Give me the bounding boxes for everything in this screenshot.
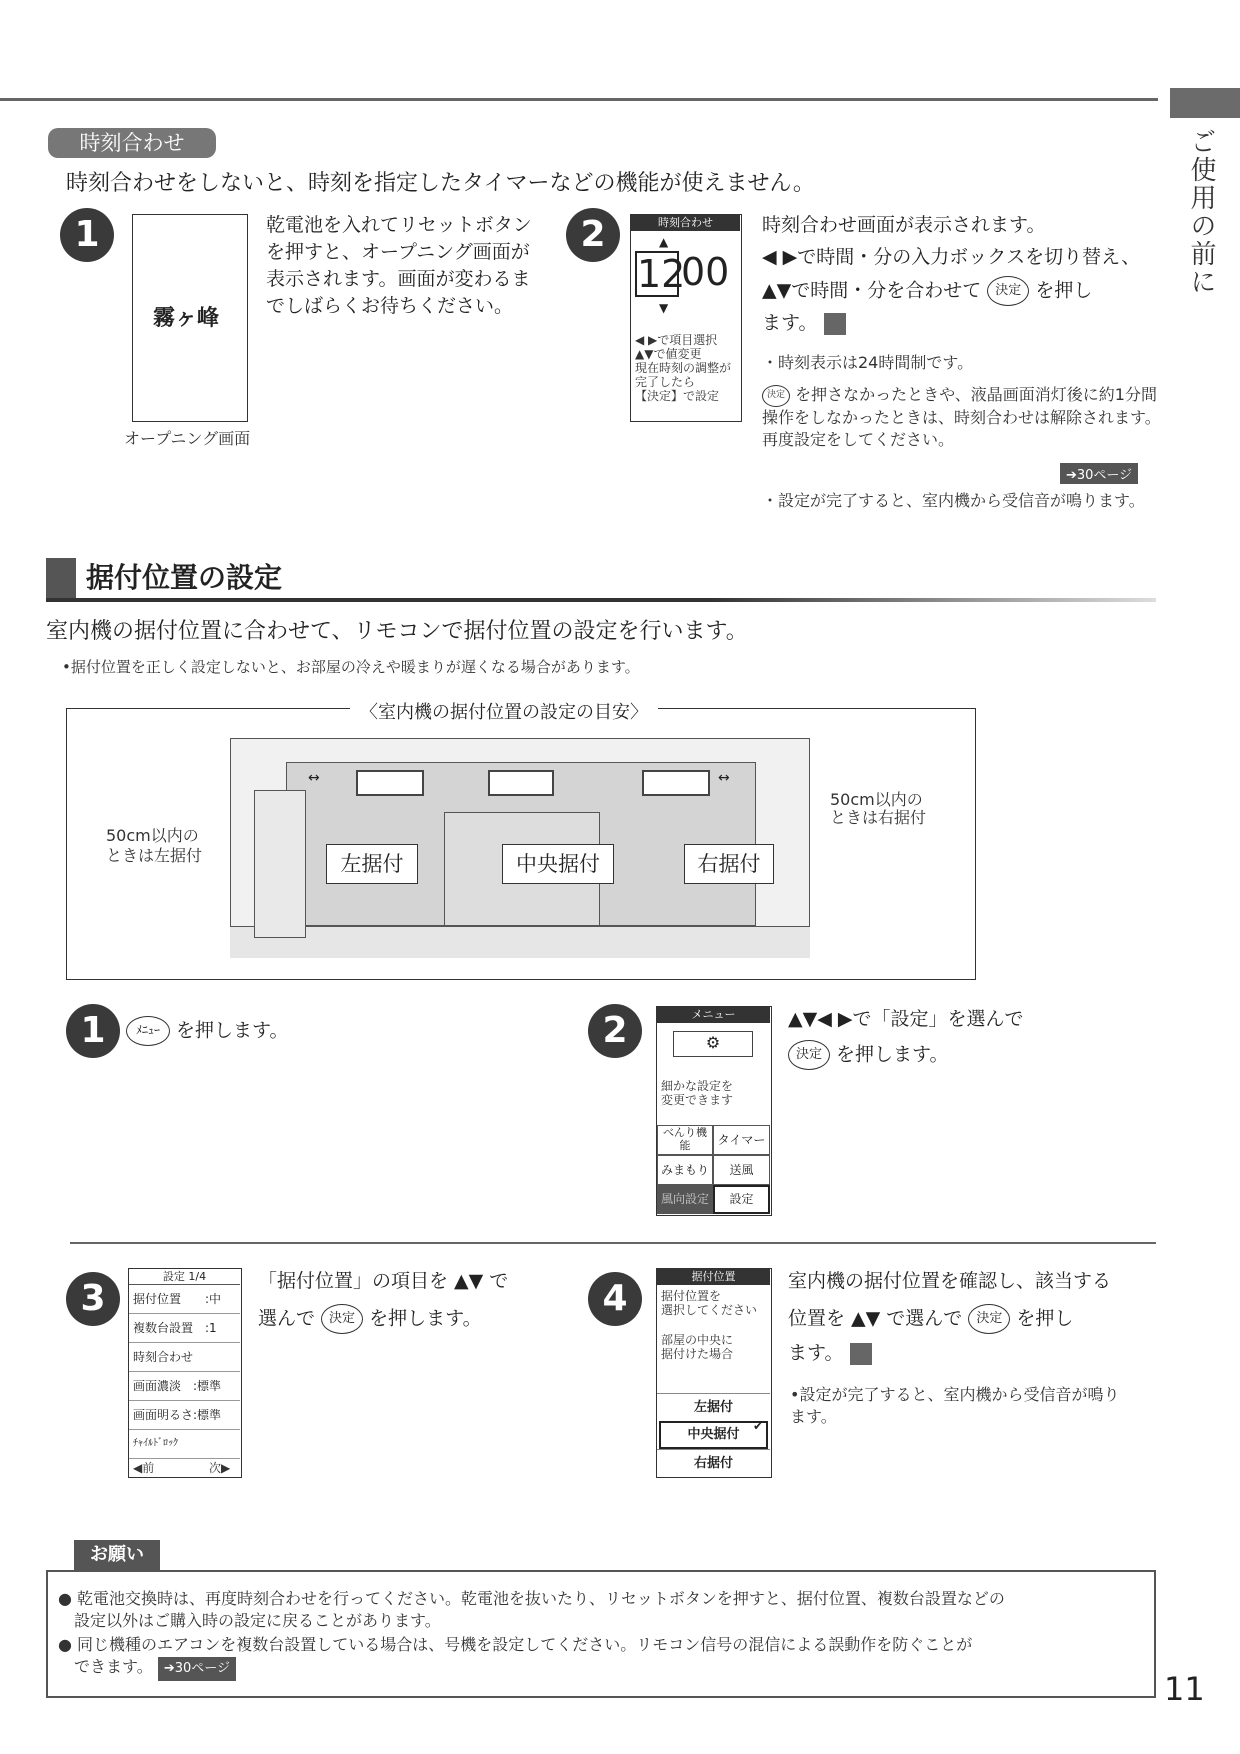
option-left-install[interactable]: 左据付 bbox=[657, 1393, 770, 1421]
clock-step2-line3c: を押し bbox=[1035, 279, 1093, 302]
menu-cell-airflow[interactable]: 風向設定 bbox=[657, 1185, 713, 1214]
menu-cell-settings[interactable]: 設定 bbox=[713, 1185, 770, 1214]
down-arrow-icon: ▼ bbox=[659, 301, 669, 315]
label-left-install: 左据付 bbox=[326, 844, 418, 884]
clock-step2-line2: ◀ ▶で時間・分の入力ボックスを切り替え、 bbox=[762, 246, 1141, 268]
indoor-unit-right bbox=[642, 770, 710, 796]
distance-arrow-left-icon: ↔ bbox=[308, 770, 320, 786]
left-distance-note-2: ときは左据付 bbox=[106, 846, 203, 865]
position-lcd-title: 据付位置 bbox=[657, 1269, 770, 1285]
section-title: 据付位置の設定 bbox=[86, 561, 283, 594]
clock-section-label: 時刻合わせ bbox=[48, 128, 216, 158]
chapter-title: ご使用の前に bbox=[1186, 128, 1216, 296]
install-step4-line3-text: ます。 bbox=[788, 1342, 844, 1364]
diagram-title: 〈室内機の据付位置の設定の目安〉 bbox=[350, 698, 658, 724]
install-step3-line2b: を押します。 bbox=[369, 1307, 482, 1330]
menu-cell-fan[interactable]: 送風 bbox=[713, 1155, 770, 1185]
install-note: •据付位置を正しく設定しないと、お部屋の冷えや暖まりが遅くなる場合があります。 bbox=[62, 658, 640, 676]
section-marker bbox=[46, 558, 76, 600]
notice-item-2 bbox=[74, 1656, 236, 1681]
install-step4-line2b: を押し bbox=[1016, 1307, 1074, 1330]
position-desc-2: 選択してください bbox=[661, 1303, 758, 1317]
checkmark-icon: ✔ bbox=[753, 1419, 764, 1433]
kettei-button-icon-4: 決定 bbox=[968, 1304, 1010, 1334]
clock-step2-line4-text: ます。 bbox=[762, 312, 818, 334]
distance-arrow-right-icon: ↔ bbox=[718, 770, 730, 786]
settings-list bbox=[129, 1285, 240, 1459]
menu-lcd-screen bbox=[656, 1006, 772, 1216]
position-desc-3: 部屋の中央に bbox=[661, 1333, 734, 1347]
install-step-number-3: 3 bbox=[66, 1272, 120, 1326]
position-desc-1: 据付位置を bbox=[661, 1289, 722, 1303]
install-lead: 室内機の据付位置に合わせて、リモコンで据付位置の設定を行います。 bbox=[46, 619, 748, 644]
page-ref-30 bbox=[1060, 463, 1138, 484]
chapter-tab bbox=[1170, 88, 1240, 118]
right-distance-note-1: 50cm以内の bbox=[830, 790, 923, 809]
clock-bullet-2-text: を押さなかったときや、液晶画面消灯後に約1分間操作をしなかったときは、時刻合わせは解除されます。再度設定をしてください。 bbox=[762, 385, 1161, 449]
install-step3-line2a: 選んで bbox=[258, 1307, 316, 1330]
clock-step2-line1: 時刻合わせ画面が表示されます。 bbox=[762, 214, 1046, 236]
install-step4-bullet: •設定が完了すると、室内機から受信音が鳴ります。 bbox=[790, 1385, 1120, 1426]
kettei-button-icon: 決定 bbox=[987, 276, 1029, 306]
menu-desc-1: 細かな設定を bbox=[661, 1079, 734, 1093]
settings-lcd-screen bbox=[128, 1268, 242, 1478]
step-number-1: 1 bbox=[60, 208, 114, 262]
right-distance-note-2: ときは右据付 bbox=[830, 808, 927, 827]
lcd-help-1: ◀ ▶で項目選択 bbox=[635, 333, 718, 347]
lcd-help-2: ▲▼で値変更 bbox=[635, 347, 702, 361]
install-step2-line2 bbox=[788, 1040, 949, 1070]
install-step-number-2: 2 bbox=[588, 1004, 642, 1058]
page-number: 11 bbox=[1164, 1670, 1205, 1708]
notice-item-2b: できます。 bbox=[74, 1657, 153, 1676]
clock-step2-line3a: ▲▼で時間・分を合わせて bbox=[762, 279, 982, 302]
clock-lcd-screen bbox=[630, 214, 742, 422]
option-right-install[interactable]: 右据付 bbox=[657, 1449, 770, 1477]
kettei-button-icon-3: 決定 bbox=[321, 1304, 363, 1334]
minute-value: 00 bbox=[681, 250, 730, 294]
notice-page-ref: ➔30ページ bbox=[158, 1657, 236, 1681]
hour-box: 12 bbox=[637, 252, 686, 296]
opening-screen-caption: オープニング画面 bbox=[124, 429, 251, 448]
menu-button-icon: ﾒﾆｭｰ bbox=[126, 1016, 170, 1046]
opening-screen bbox=[132, 214, 248, 422]
gear-icon: ⚙ bbox=[673, 1031, 753, 1057]
install-step4-line3 bbox=[788, 1340, 872, 1367]
settings-row-multi[interactable]: 複数台設置 :1 bbox=[129, 1314, 240, 1343]
page-ref-30-label: ➔30ページ bbox=[1060, 463, 1138, 484]
install-step-number-1: 1 bbox=[66, 1004, 120, 1058]
settings-row-position[interactable]: 据付位置 :中 bbox=[129, 1285, 240, 1314]
settings-lcd-title: 設定 1/4 bbox=[129, 1269, 240, 1285]
settings-row-clock[interactable]: 時刻合わせ bbox=[129, 1343, 240, 1372]
clock-bullet-3: ・設定が完了すると、室内機から受信音が鳴ります。 bbox=[762, 491, 1145, 510]
notice-item-1b: 設定以外はご購入時の設定に戻ることがあります。 bbox=[74, 1611, 441, 1630]
install-step2-line2-text: を押します。 bbox=[836, 1043, 949, 1066]
indoor-unit-left bbox=[356, 770, 424, 796]
install-step3-line1: 「据付位置」の項目を ▲▼ で bbox=[258, 1270, 509, 1292]
install-step4-line1: 室内機の据付位置を確認し、該当する bbox=[788, 1270, 1112, 1292]
menu-desc-2: 変更できます bbox=[661, 1093, 734, 1107]
steps-divider bbox=[70, 1242, 1156, 1244]
brand-logo: 霧ヶ峰 bbox=[153, 305, 220, 331]
kettei-button-icon-small: 決定 bbox=[762, 385, 790, 407]
left-distance-note-1: 50cm以内の bbox=[106, 826, 199, 845]
position-lcd-screen bbox=[656, 1268, 772, 1478]
kettei-button-icon-2: 決定 bbox=[788, 1040, 830, 1070]
settings-row-childlock[interactable]: ﾁｬｲﾙﾄﾞﾛｯｸ bbox=[129, 1430, 240, 1459]
room-floor bbox=[230, 926, 810, 958]
clock-bullet-2 bbox=[762, 384, 1162, 451]
lcd-help-3: 現在時刻の調整が bbox=[635, 361, 732, 375]
left-door bbox=[254, 790, 306, 938]
install-step3-line2 bbox=[258, 1304, 482, 1334]
install-step4-line2a: 位置を ▲▼ で選んで bbox=[788, 1307, 963, 1330]
clock-lead: 時刻合わせをしないと、時刻を指定したタイマーなどの機能が使えません。 bbox=[66, 171, 815, 196]
up-arrow-icon: ▲ bbox=[659, 235, 669, 249]
menu-cell-convenient[interactable]: べんり機能 bbox=[657, 1125, 713, 1155]
lcd-title: 時刻合わせ bbox=[631, 215, 740, 231]
beep-icon bbox=[824, 313, 846, 335]
section-rule bbox=[46, 598, 1156, 602]
top-rule bbox=[0, 98, 1158, 101]
option-center-install[interactable]: 中央据付 bbox=[659, 1421, 768, 1449]
step-number-2: 2 bbox=[566, 208, 620, 262]
clock-step2-line3 bbox=[762, 276, 1092, 306]
lcd-help-4: 完了したら bbox=[635, 375, 696, 389]
menu-cell-timer[interactable]: タイマー bbox=[713, 1125, 770, 1155]
install-step1-text bbox=[126, 1016, 289, 1046]
install-step4-line2 bbox=[788, 1304, 1073, 1334]
menu-lcd-title: メニュー bbox=[657, 1007, 770, 1023]
notice-item-1a: ● 乾電池交換時は、再度時刻合わせを行ってください。乾電池を抜いたり、リセットボタンを押すと、据付位置、複数台設置などの bbox=[58, 1589, 1005, 1608]
clock-step1-text: 乾電池を入れてリセットボタンを押すと、オープニング画面が表示されます。画面が変わるまでしばらくお待ちください。 bbox=[266, 214, 532, 317]
position-desc-4: 据付けた場合 bbox=[661, 1347, 734, 1361]
clock-step2-line4 bbox=[762, 310, 846, 337]
clock-bullet-1: ・時刻表示は24時間制です。 bbox=[762, 353, 974, 372]
install-step1-label: を押します。 bbox=[176, 1019, 289, 1042]
install-step2-line1: ▲▼◀ ▶で「設定」を選んで bbox=[788, 1008, 1024, 1030]
lcd-help-5: 【決定】で設定 bbox=[635, 389, 720, 403]
label-right-install: 右据付 bbox=[684, 844, 774, 884]
menu-cell-watch[interactable]: みまもり bbox=[657, 1155, 713, 1185]
beep-icon-2 bbox=[850, 1343, 872, 1365]
settings-row-contrast[interactable]: 画面濃淡 :標準 bbox=[129, 1372, 240, 1401]
notice-title: お願い bbox=[74, 1540, 160, 1570]
install-step-number-4: 4 bbox=[588, 1272, 642, 1326]
settings-next[interactable]: 次▶ bbox=[209, 1461, 231, 1475]
indoor-unit-center bbox=[488, 770, 554, 796]
settings-prev[interactable]: ◀前 bbox=[133, 1461, 155, 1475]
notice-item-2a: ● 同じ機種のエアコンを複数台設置している場合は、号機を設定してください。リモコン信号の混信による誤動作を防ぐことが bbox=[58, 1635, 973, 1654]
settings-row-brightness[interactable]: 画面明るさ:標準 bbox=[129, 1401, 240, 1430]
label-center-install: 中央据付 bbox=[502, 844, 614, 884]
